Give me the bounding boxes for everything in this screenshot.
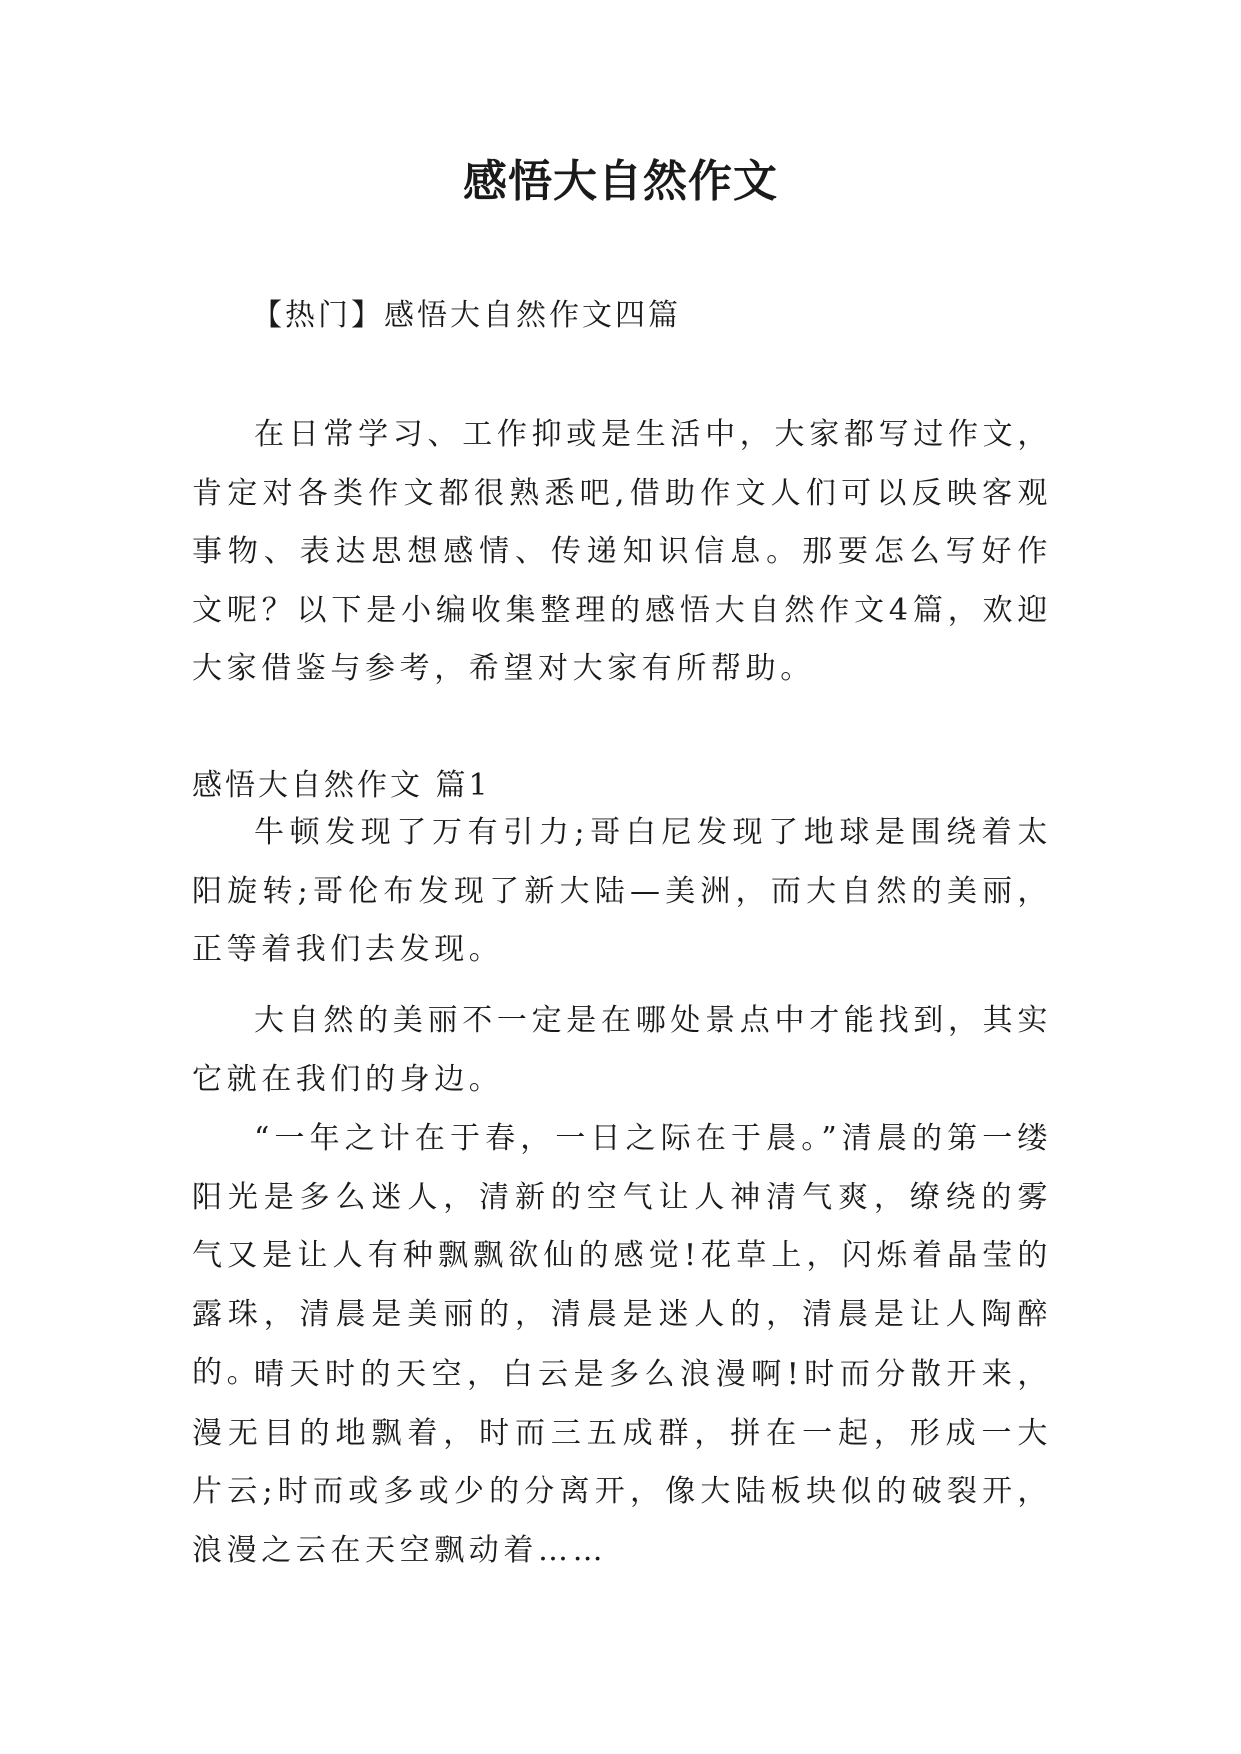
document-subtitle: 【热门】感悟大自然作文四篇 bbox=[252, 298, 681, 333]
section-paragraph-4: 晴天时的天空，白云是多么浪漫啊!时而分散开来，漫无目的地飘着，时而三五成群，拼在一起，形成一大片云;时而或多或少的分离开，像大陆板块似的破裂开，浪漫之云在天空飘动着…… bbox=[192, 1357, 1052, 1568]
intro-paragraph: 在日常学习、工作抑或是生活中，大家都写过作文，肯定对各类作文都很熟悉吧,借助作文人们可以反映客观事物、表达思想感情、传递知识信息。那要怎么写好作文呢？以下是小编收集整理的感悟大自然作文4篇，欢迎大家借鉴与参考，希望对大家有所帮助。 bbox=[192, 417, 1052, 686]
section-heading: 感悟大自然作文 篇1 bbox=[192, 768, 491, 803]
section-paragraph-1: 牛顿发现了万有引力;哥白尼发现了地球是围绕着太阳旋转;哥伦布发现了新大陆—美洲，而大自然的美丽，正等着我们去发现。 bbox=[192, 815, 1052, 967]
document-title: 感悟大自然作文 bbox=[463, 156, 778, 207]
section-paragraph-3: “一年之计在于春，一日之际在于晨。”清晨的第一缕阳光是多么迷人，清新的空气让人神清气爽，缭绕的雾气又是让人有种飘飘欲仙的感觉!花草上，闪烁着晶莹的露珠，清晨是美丽的，清晨是迷人的，清晨是让人陶醉的。 bbox=[192, 1121, 1052, 1390]
section-paragraph-2: 大自然的美丽不一定是在哪处景点中才能找到，其实它就在我们的身边。 bbox=[192, 1003, 1052, 1097]
